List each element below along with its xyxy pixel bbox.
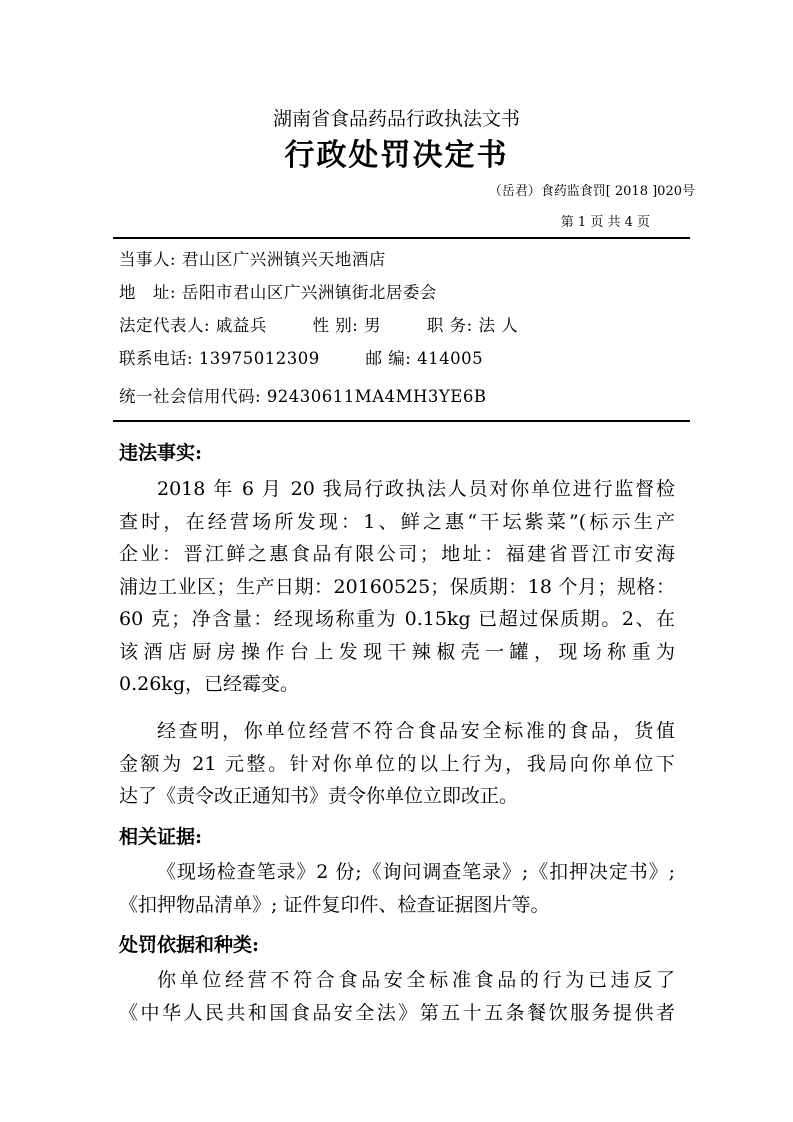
party-name-row: [119, 246, 386, 270]
party-postcode: 414005: [417, 349, 484, 368]
facts-paragraph-1: [119, 473, 675, 701]
document-agency: 湖南省食品药品行政执法文书: [272, 108, 520, 130]
party-position-label: 职 务:: [426, 316, 473, 335]
party-postcode-label: 邮 编:: [365, 349, 412, 368]
document-number: （岳君）食药监食罚[ 2018 ]020号: [488, 184, 695, 199]
party-address: 岳阳市君山区广兴洲镇街北居委会: [181, 283, 437, 302]
facts-paragraph-2: [119, 715, 675, 813]
text-line: 2018 年 6 月 20 我局行政执法人员对你单位进行监督检: [157, 478, 675, 500]
party-name: 君山区广兴洲镇兴天地酒店: [181, 250, 386, 269]
party-credit: 92430611MA4MH3YE6B: [266, 387, 487, 406]
basis-paragraph: [119, 964, 675, 1029]
text-line: 达了《责令改正通知书》责令你单位立即改正。: [119, 785, 519, 807]
basis-heading: 处罚依据和种类:: [119, 934, 260, 956]
text-line: 企业：晋江鲜之惠食品有限公司；地址：福建省晋江市安海: [119, 543, 675, 565]
party-rep-label: 法定代表人:: [119, 316, 211, 335]
evidence-heading: 相关证据:: [119, 826, 203, 848]
text-line: 0.26kg，已经霉变。: [119, 673, 299, 695]
text-line: 《中华人民共和国食品安全法》第五十五条餐饮服务提供者: [119, 1001, 675, 1024]
document-title: 行政处罚决定书: [284, 138, 509, 173]
evidence-paragraph: [119, 856, 675, 921]
text-line: 《扣押物品清单》; 证件复印件、检查证据图片等。: [119, 893, 550, 916]
text-line: 60 克；净含量：经现场称重为 0.15kg 已超过保质期。2、在: [119, 608, 675, 630]
text-line: 浦边工业区；生产日期：20160525；保质期：18 个月；规格：: [119, 575, 675, 598]
party-gender-label: 性 别:: [312, 316, 359, 335]
party-address-label: 地 址:: [119, 283, 177, 302]
party-phone-label: 联系电话:: [119, 349, 194, 368]
party-contact-row: [119, 345, 483, 369]
party-rep-row: [119, 312, 518, 336]
bottom-divider: [113, 420, 690, 422]
party-phone: 13975012309: [198, 349, 320, 368]
text-line: 该酒店厨房操作台上发现干辣椒壳一罐，现场称重为: [119, 640, 675, 663]
text-line: 《现场检查笔录》2 份;《询问调查笔录》;《扣押决定书》;: [157, 861, 675, 883]
party-rep: 戚益兵: [215, 316, 267, 335]
party-credit-label: 统一社会信用代码:: [119, 387, 262, 406]
text-line: 金额为 21 元整。针对你单位的以上行为，我局向你单位下: [119, 752, 675, 775]
party-address-row: [119, 279, 437, 303]
facts-heading: 违法事实:: [119, 442, 203, 464]
party-name-label: 当事人:: [119, 250, 177, 269]
text-line: 查时，在经营场所发现：1、鲜之惠“干坛紫菜”(标示生产: [119, 510, 675, 533]
text-line: 经查明，你单位经营不符合食品安全标准的食品，货值: [157, 720, 675, 742]
party-position: 法 人: [478, 316, 519, 335]
party-gender: 男: [364, 316, 382, 335]
top-divider: [113, 237, 690, 239]
page-info: 第 1 页 共 4 页: [560, 215, 650, 230]
party-credit-row: [119, 383, 486, 407]
text-line: 你单位经营不符合食品安全标准食品的行为已违反了: [157, 969, 675, 991]
